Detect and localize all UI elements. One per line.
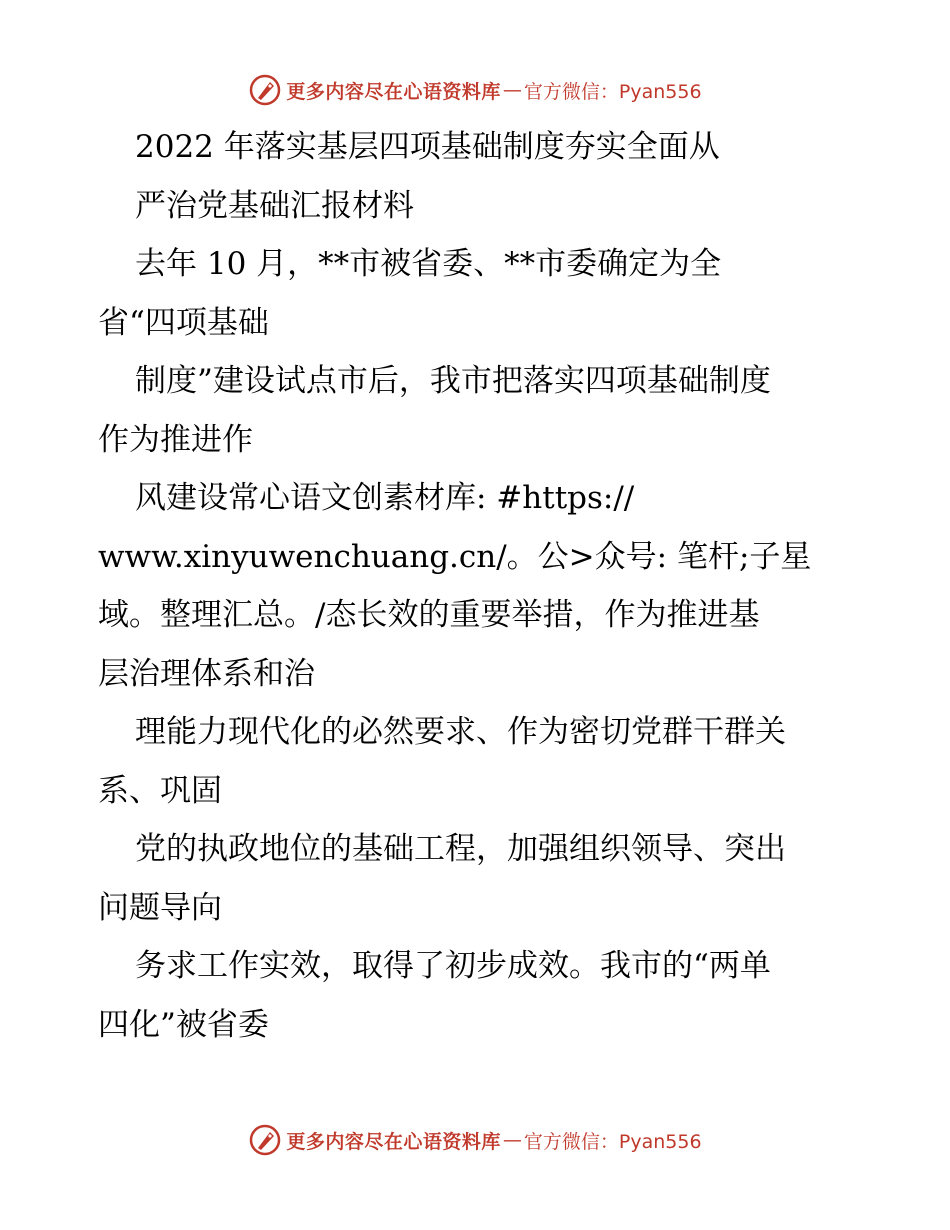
text-line: 去年 10 月，**市被省委、**市委确定为全 [135, 246, 722, 282]
watermark-contact: 官方微信：Pyan556 [523, 1130, 702, 1153]
watermark-title: 更多内容尽在心语资料库 [286, 80, 501, 103]
text-line: 四化”被省委 [98, 1006, 269, 1043]
pen-nib-logo-icon [248, 1123, 282, 1157]
text-line: 制度”建设试点市后，我市把落实四项基础制度 [135, 363, 771, 399]
header-watermark [0, 70, 950, 110]
text-line: 理能力现代化的必然要求、作为密切党群干群关 [135, 714, 786, 750]
text-line: 党的执政地位的基础工程，加强组织领导、突出 [135, 831, 786, 867]
document-body [98, 118, 858, 1054]
text-line: 系、巩固 [98, 772, 222, 809]
pen-nib-logo-icon [248, 73, 282, 107]
text-line: www.xinyuwenchuang.cn/。公>众号: 笔杆;子星 [98, 538, 812, 575]
text-line: 严治党基础汇报材料 [135, 187, 414, 224]
text-line: 务求工作实效，取得了初步成效。我市的“两单 [135, 948, 771, 984]
watermark-separator: — [502, 79, 522, 101]
text-line: 作为推进作 [98, 421, 253, 458]
text-line: 风建设常心语文创素材库: #https:// [135, 480, 635, 516]
text-line: 2022 年落实基层四项基础制度夯实全面从 [135, 129, 720, 165]
watermark-title: 更多内容尽在心语资料库 [286, 1130, 501, 1153]
text-line: 层治理体系和治 [98, 655, 315, 692]
text-line: 省“四项基础 [98, 304, 269, 341]
watermark-contact: 官方微信：Pyan556 [523, 80, 702, 103]
footer-watermark [0, 1120, 950, 1160]
watermark-separator: — [502, 1129, 522, 1151]
text-line: 问题导向 [98, 889, 222, 926]
text-line: 域。整理汇总。/态长效的重要举措，作为推进基 [98, 597, 760, 633]
